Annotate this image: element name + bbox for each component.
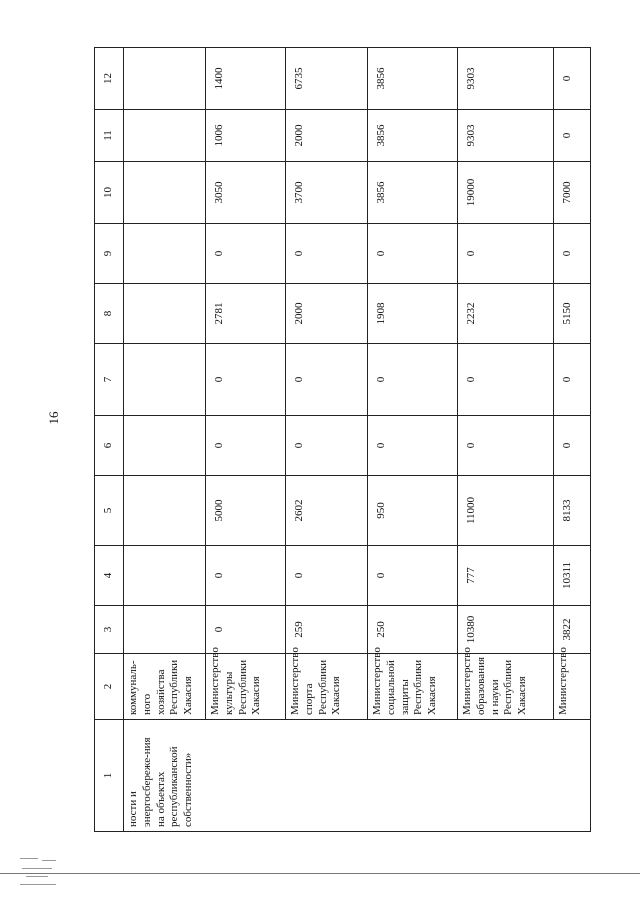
- value-cell: 0: [368, 546, 458, 606]
- value-cell: 11000: [458, 476, 554, 546]
- value-cell: 19000: [458, 162, 554, 224]
- value-cell: 9303: [458, 48, 554, 110]
- ministry-cell: Министерство спорта Республики Хакасия: [286, 654, 368, 720]
- budget-table: [94, 47, 591, 832]
- scan-artifact: [18, 854, 64, 890]
- value-cell: 0: [458, 344, 554, 416]
- value-cell: [124, 606, 206, 654]
- value-cell: 0: [206, 344, 286, 416]
- table-row: [124, 48, 206, 832]
- ministry-cell: Министерство: [554, 654, 591, 720]
- value-cell: 0: [368, 344, 458, 416]
- value-cell: [124, 344, 206, 416]
- table-row: [554, 48, 591, 832]
- header-cell: 4: [95, 546, 124, 606]
- value-cell: 6735: [286, 48, 368, 110]
- value-cell: 0: [206, 224, 286, 284]
- value-cell: 0: [554, 48, 591, 110]
- table-row: [368, 48, 458, 832]
- value-cell: 3856: [368, 110, 458, 162]
- value-cell: 250: [368, 606, 458, 654]
- header-row: [95, 48, 124, 832]
- value-cell: 0: [286, 224, 368, 284]
- program-name-cell: ности и энергосбереже-ния на объектах республиканской собственности»: [124, 720, 591, 832]
- table-row: [458, 48, 554, 832]
- page-bottom-line: [0, 873, 640, 874]
- value-cell: [124, 416, 206, 476]
- value-cell: 2000: [286, 110, 368, 162]
- value-cell: 0: [368, 224, 458, 284]
- table-row: [286, 48, 368, 832]
- header-cell: 5: [95, 476, 124, 546]
- header-cell: 2: [95, 654, 124, 720]
- value-cell: 0: [286, 416, 368, 476]
- value-cell: 5150: [554, 284, 591, 344]
- ministry-cell: Министерство социальной защиты Республики Хакасия: [368, 654, 458, 720]
- ministry-cell: коммуналь-ного хозяйства Республики Хакасия: [124, 654, 206, 720]
- value-cell: 2232: [458, 284, 554, 344]
- value-cell: 3856: [368, 48, 458, 110]
- value-cell: 3822: [554, 606, 591, 654]
- value-cell: 0: [554, 344, 591, 416]
- value-cell: 1006: [206, 110, 286, 162]
- page-number: 16: [46, 411, 61, 425]
- value-cell: [124, 110, 206, 162]
- value-cell: 1400: [206, 48, 286, 110]
- header-cell: 1: [95, 720, 124, 832]
- value-cell: 1908: [368, 284, 458, 344]
- value-cell: 777: [458, 546, 554, 606]
- header-cell: 8: [95, 284, 124, 344]
- value-cell: 0: [554, 224, 591, 284]
- value-cell: 3856: [368, 162, 458, 224]
- header-cell: 3: [95, 606, 124, 654]
- value-cell: 10380: [458, 606, 554, 654]
- value-cell: 259: [286, 606, 368, 654]
- value-cell: 2000: [286, 284, 368, 344]
- header-cell: 6: [95, 416, 124, 476]
- value-cell: 0: [554, 416, 591, 476]
- value-cell: 2781: [206, 284, 286, 344]
- value-cell: 0: [206, 606, 286, 654]
- value-cell: 8133: [554, 476, 591, 546]
- value-cell: [124, 162, 206, 224]
- value-cell: 3050: [206, 162, 286, 224]
- header-cell: 12: [95, 48, 124, 110]
- table-row: [206, 48, 286, 832]
- value-cell: 0: [286, 546, 368, 606]
- value-cell: 10311: [554, 546, 591, 606]
- value-cell: 0: [458, 224, 554, 284]
- value-cell: 0: [458, 416, 554, 476]
- value-cell: [124, 48, 206, 110]
- value-cell: 0: [554, 110, 591, 162]
- header-cell: 7: [95, 344, 124, 416]
- value-cell: 9303: [458, 110, 554, 162]
- value-cell: 0: [206, 546, 286, 606]
- value-cell: [124, 284, 206, 344]
- table-area: [94, 48, 585, 832]
- value-cell: 3700: [286, 162, 368, 224]
- header-cell: 9: [95, 224, 124, 284]
- header-cell: 10: [95, 162, 124, 224]
- value-cell: 0: [206, 416, 286, 476]
- value-cell: [124, 546, 206, 606]
- ministry-cell: Министерство образования и науки Республики Хакасия: [458, 654, 554, 720]
- value-cell: 2602: [286, 476, 368, 546]
- ministry-cell: Министерство культуры Республики Хакасия: [206, 654, 286, 720]
- header-cell: 11: [95, 110, 124, 162]
- value-cell: 5000: [206, 476, 286, 546]
- value-cell: 950: [368, 476, 458, 546]
- value-cell: [124, 224, 206, 284]
- value-cell: 0: [368, 416, 458, 476]
- value-cell: 0: [286, 344, 368, 416]
- value-cell: 7000: [554, 162, 591, 224]
- value-cell: [124, 476, 206, 546]
